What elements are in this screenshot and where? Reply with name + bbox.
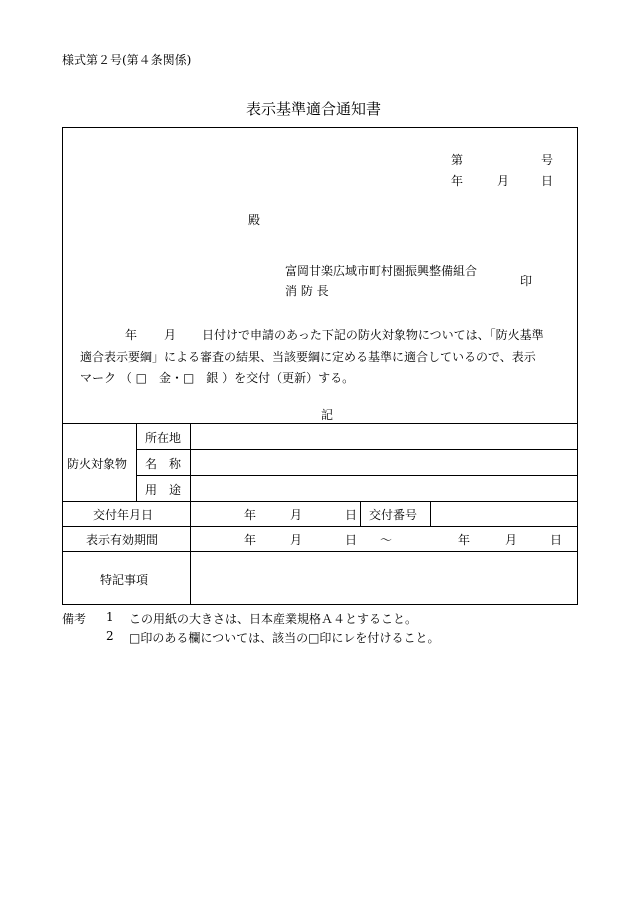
label-remarks: 特記事項 bbox=[100, 573, 149, 587]
table-top-line bbox=[62, 423, 578, 424]
body-line3: マーク （ □ 金・□ 銀 ）を交付（更新）する。 bbox=[80, 371, 355, 385]
col-line bbox=[430, 501, 431, 526]
row-line bbox=[62, 501, 578, 502]
issue-day: 日 bbox=[345, 508, 358, 522]
seal-mark: 印 bbox=[520, 274, 533, 288]
body-line2: 適合表示要綱」による審査の結果、当該要綱に定める基準に適合しているので、表示 bbox=[80, 350, 536, 364]
number-suffix: 号 bbox=[541, 153, 554, 167]
to-month: 月 bbox=[505, 533, 518, 547]
body-month: 月 bbox=[164, 328, 177, 342]
label-name: 名 称 bbox=[145, 457, 182, 471]
issuer-title: 消 防 長 bbox=[285, 284, 329, 298]
date-day: 日 bbox=[541, 174, 554, 188]
body-line1: 日付けで申請のあった下記の防火対象物については、「防火基準 bbox=[202, 328, 544, 342]
issuer-org: 富岡甘楽広域市町村圏振興整備組合 bbox=[285, 264, 478, 278]
note-1-number: 1 bbox=[106, 610, 114, 624]
ki-heading: 記 bbox=[321, 408, 334, 422]
note-2-number: 2 bbox=[106, 629, 114, 643]
issue-month: 月 bbox=[290, 508, 303, 522]
date-year: 年 bbox=[451, 174, 464, 188]
period-tilde: ～ bbox=[380, 533, 393, 547]
row-line bbox=[136, 449, 578, 450]
note-1-text: この用紙の大きさは、日本産業規格Ａ４とすること。 bbox=[129, 612, 418, 626]
note-2-text: □印のある欄については、該当の□印にレを付けること。 bbox=[129, 631, 440, 645]
number-prefix: 第 bbox=[451, 153, 464, 167]
col-line bbox=[190, 423, 191, 605]
group-label: 防火対象物 bbox=[67, 457, 128, 471]
form-number: 様式第２号(第４条関係) bbox=[62, 53, 192, 67]
label-valid-period: 表示有効期間 bbox=[86, 533, 159, 547]
label-issue-date: 交付年月日 bbox=[93, 508, 154, 522]
issue-year: 年 bbox=[244, 508, 257, 522]
from-month: 月 bbox=[290, 533, 303, 547]
label-issue-number: 交付番号 bbox=[369, 508, 418, 522]
document-title: 表示基準適合通知書 bbox=[246, 100, 382, 118]
addressee-suffix: 殿 bbox=[248, 213, 261, 227]
from-day: 日 bbox=[345, 533, 358, 547]
row-line bbox=[136, 475, 578, 476]
label-use: 用 途 bbox=[145, 483, 182, 497]
from-year: 年 bbox=[244, 533, 257, 547]
label-location: 所在地 bbox=[145, 431, 182, 445]
body-year: 年 bbox=[125, 328, 138, 342]
row-line bbox=[62, 551, 578, 552]
notes-label: 備考 bbox=[62, 612, 87, 626]
col-line bbox=[360, 501, 361, 526]
col-line bbox=[136, 423, 137, 501]
date-month: 月 bbox=[497, 174, 510, 188]
row-line bbox=[62, 526, 578, 527]
to-year: 年 bbox=[458, 533, 471, 547]
to-day: 日 bbox=[550, 533, 563, 547]
